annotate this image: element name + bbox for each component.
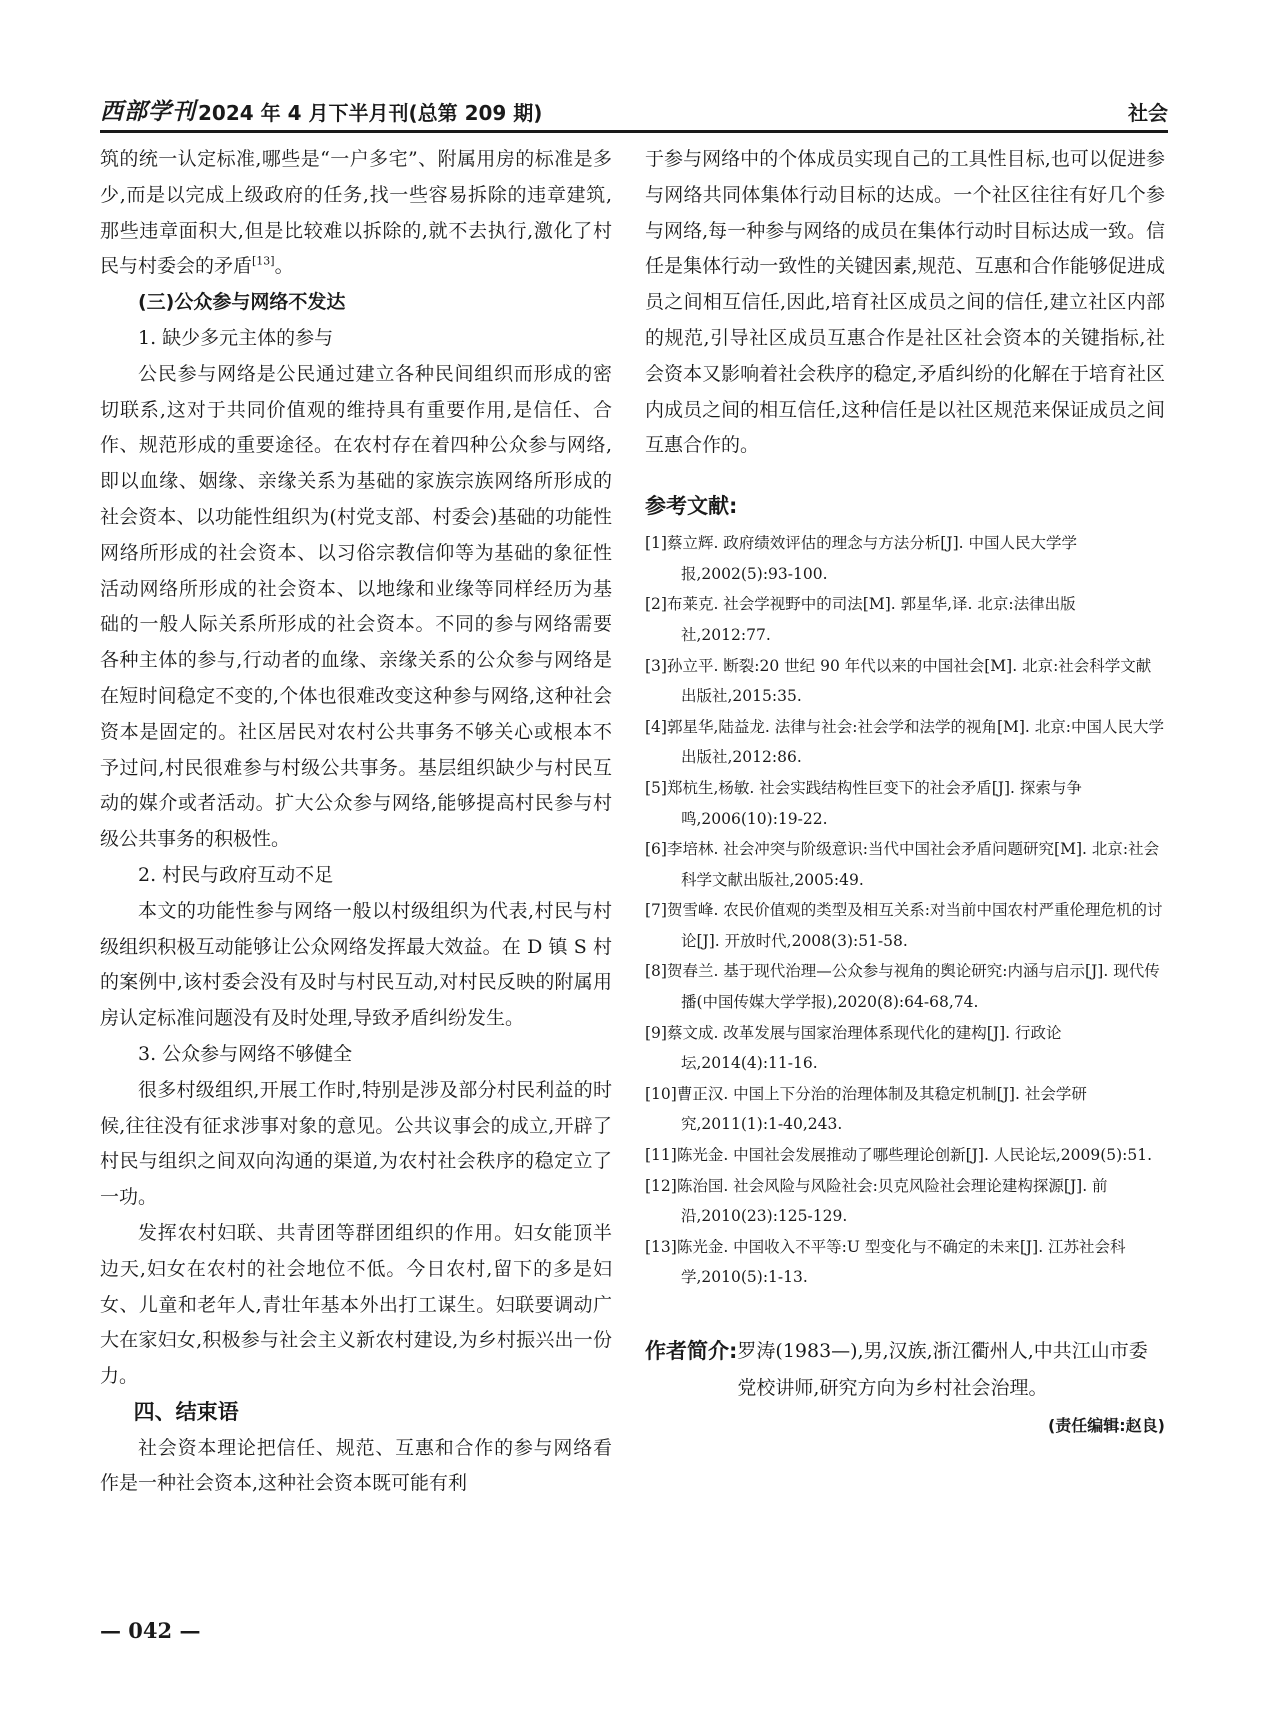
section-label: 社会 [1128,101,1168,125]
reference-item: [13]陈光金. 中国收入不平等:U 型变化与不确定的未来[J]. 江苏社会科学,2010(5):1-13. [645,1237,1126,1287]
paragraph: 于参与网络中的个体成员实现自己的工具性目标,也可以促进参与网络共同体集体行动目标的达成。一个社区往往有好几个参与网络,每一种参与网络的成员在集体行动时目标达成一致。信任是集体行动一致性的关键因素,规范、互惠和合作能够促进成员之间相互信任,因此,培育社区成员之间的信任,建立社区内部的规范,引导社区成员互惠合作是社区社会资本的关键指标,社会资本又影响着社会秩序的稳定,矛盾纠纷的化解在于培育社区内成员之间的相互信任,这种信任是以社区规范来保证成员之间互惠合作的。 [645,148,1165,457]
paragraph: 公民参与网络是公民通过建立各种民间组织而形成的密切联系,这对于共同价值观的维持具有重要作用,是信任、合作、规范形成的重要途径。在农村存在着四种公众参与网络,即以血缘、姻缘、亲缘关系为基础的家族宗族网络所形成的社会资本、以功能性组织为(村党支部、村委会)基础的功能性网络所形成的社会资本、以习俗宗教信仰等为基础的象征性活动网络所形成的社会资本、以地缘和业缘等同样经历为基础的一般人际关系所形成的社会资本。不同的参与网络需要各种主体的参与,行动者的血缘、亲缘关系的公众参与网络是在短时间稳定不变的,个体也很难改变这种参与网络,这种社会资本是固定的。社区居民对农村公共事务不够关心或根本不予过问,村民很难参与村级公共事务。基层组织缺少与村民互动的媒介或者活动。扩大公众参与网络,能够提高村民参与村级公共事务的积极性。 [100,362,612,851]
reference-item: [7]贺雪峰. 农民价值观的类型及相互关系:对当前中国农村严重伦理危机的讨论[J]. 开放时代,2008(3):51-58. [645,901,1163,950]
paragraph: 发挥农村妇联、共青团等群团组织的作用。妇女能顶半边天,妇女在农村的社会地位不低。今日农村,留下的多是妇女、儿童和老年人,青壮年基本外出打工谋生。妇联要调动广大在家妇女,积极参与社会主义新农村建设,为乡村振兴出一份力。 [100,1221,612,1388]
paragraph: 本文的功能性参与网络一般以村级组织为代表,村民与村级组织积极互动能够让公众网络发挥最大效益。在 D 镇 S 村的案例中,该村委会没有及时与村民互动,对村民反映的附属用房认定标准问题没有及时处理,导致矛盾纠纷发生。 [100,899,612,1030]
reference-item: [6]李培林. 社会冲突与阶级意识:当代中国社会矛盾问题研究[M]. 北京:社会科学文献出版社,2005:49. [645,840,1160,889]
subsection-heading: 2. 村民与政府互动不足 [138,863,334,886]
reference-item: [10]曹正汉. 中国上下分治的治理体制及其稳定机制[J]. 社会学研究,2011(1):1-40,243. [645,1084,1087,1134]
reference-item: [11]陈光金. 中国社会发展推动了哪些理论创新[J]. 人民论坛,2009(5):51. [645,1146,1153,1165]
reference-item: [5]郑杭生,杨敏. 社会实践结构性巨变下的社会矛盾[J]. 探索与争鸣,2006(10):19-22. [645,778,1082,828]
reference-item: [1]蔡立辉. 政府绩效评估的理念与方法分析[J]. 中国人民大学学报,2002(5):93-100. [645,534,1077,583]
paragraph-text: 筑的统一认定标准,哪些是“一户多宅”、附属用房的标准是多少,而是以完成上级政府的任务,找一些容易拆除的违章建筑,那些违章面积大,但是比较难以拆除的,就不去执行,激化了村民与村委会的矛盾 [100,148,612,278]
editor-note: (责任编辑:赵良) [1047,1416,1165,1436]
section-heading: (三)公众参与网络不发达 [138,291,346,314]
right-column [645,142,1165,1436]
paragraph: 很多村级组织,开展工作时,特别是涉及部分村民利益的时候,往往没有征求涉事对象的意见。公共议事会的成立,开辟了村民与组织之间双向沟通的渠道,为农村社会秩序的稳定立了一功。 [100,1078,612,1209]
references-title: 参考文献: [645,494,738,519]
author-text: 罗涛(1983—),男,汉族,浙江衢州人,中共江山市委党校讲师,研究方向为乡村社会治理。 [737,1340,1148,1400]
author-label: 作者简介: [645,1339,738,1364]
page-number: — 042 — [100,1618,201,1643]
journal-logo: 西部学刊 [100,98,196,125]
reference-item: [12]陈治国. 社会风险与风险社会:贝克风险社会理论建构探源[J]. 前沿,2010(23):125-129. [645,1176,1108,1226]
reference-item: [9]蔡文成. 改革发展与国家治理体系现代化的建构[J]. 行政论坛,2014(4):11-16. [645,1023,1062,1073]
paragraph [100,142,612,285]
reference-item: [3]孙立平. 断裂:20 世纪 90 年代以来的中国社会[M]. 北京:社会科学文献出版社,2015:35. [645,656,1152,706]
page-header [100,88,1168,133]
section-heading: 四、结束语 [133,1399,239,1424]
paragraph: 社会资本理论把信任、规范、互惠和合作的参与网络看作是一种社会资本,这种社会资本既可能有利 [100,1436,612,1495]
journal-info [100,93,542,126]
citation: [13] [252,255,275,269]
references-list [645,528,1165,1293]
subsection-heading: 1. 缺少多元主体的参与 [138,326,334,349]
subsection-heading: 3. 公众参与网络不够健全 [138,1042,353,1065]
author-bio [645,1333,1165,1407]
issue-label: 2024 年 4 月下半月刊(总第 209 期) [198,101,543,125]
left-column [100,142,612,1502]
reference-item: [4]郭星华,陆益龙. 法律与社会:社会学和法学的视角[M]. 北京:中国人民大学出版社,2012:86. [645,717,1165,767]
paragraph-text: 。 [274,255,294,278]
reference-item: [8]贺春兰. 基于现代治理—公众参与视角的舆论研究:内涵与启示[J]. 现代传播(中国传媒大学学报),2020(8):64-68,74. [645,962,1160,1012]
reference-item: [2]布莱克. 社会学视野中的司法[M]. 郭星华,译. 北京:法律出版社,2012:77. [645,595,1076,644]
